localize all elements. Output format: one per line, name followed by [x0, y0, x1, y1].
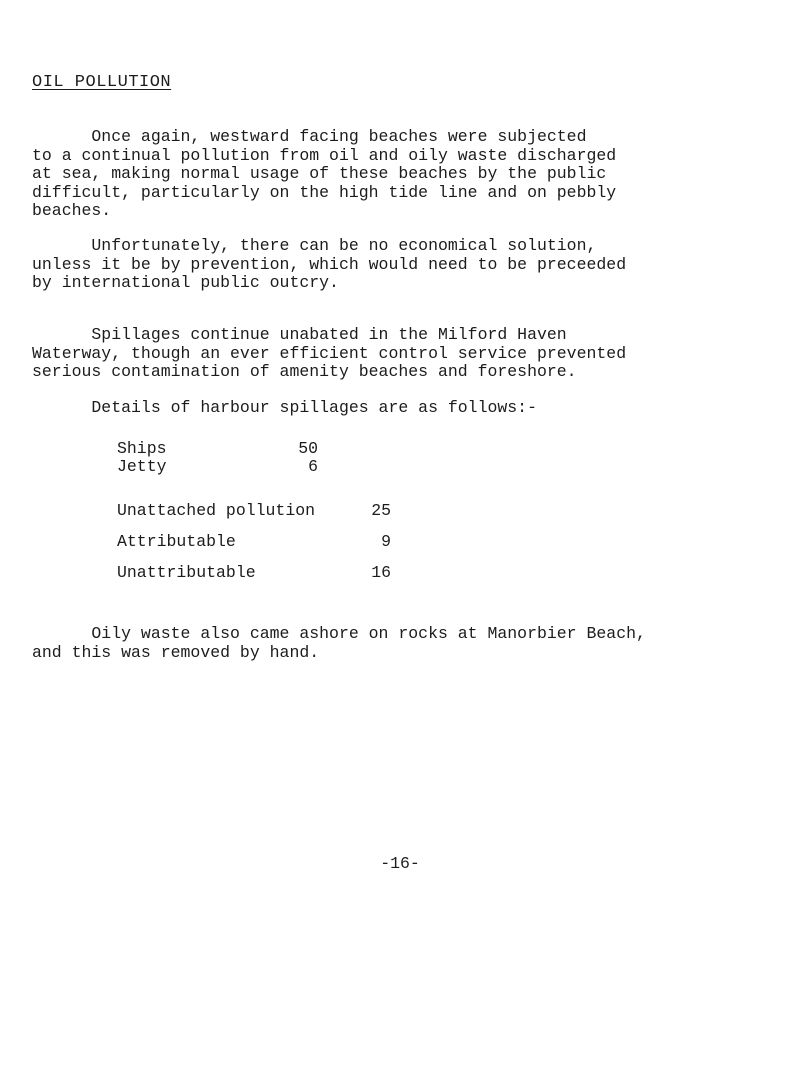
- row-label: Ships: [117, 439, 167, 458]
- row-label: Attributable: [117, 532, 236, 551]
- row-label: Unattached pollution: [117, 501, 316, 520]
- paragraph-manorbier: Oily waste also came ashore on rocks at Manorbier Beach, and this was removed by hand.: [32, 624, 646, 662]
- row-value: 50: [298, 439, 318, 458]
- paragraph-milford-haven: Spillages continue unabated in the Milford Haven Waterway, though an ever efficient control service prevented serious contamination of amenity beaches and foreshore.: [32, 325, 627, 381]
- paragraph-details-intro: Details of harbour spillages are as follows:-: [32, 398, 537, 417]
- row-value: 25: [371, 501, 391, 520]
- row-label: Unattributable: [117, 563, 256, 582]
- section-heading: OIL POLLUTION: [32, 73, 172, 92]
- paragraph-prevention: Unfortunately, there can be no economical solution, unless it be by prevention, which would need to be preceeded by international public outcry.: [32, 236, 627, 292]
- row-value: 6: [308, 457, 318, 476]
- row-value: 16: [371, 563, 391, 582]
- row-value: 9: [381, 532, 391, 551]
- row-label: Jetty: [117, 457, 167, 476]
- page-number: -16-: [380, 854, 420, 873]
- paragraph-westward-beaches: Once again, westward facing beaches were subjected to a continual pollution from oil and oily waste discharged at sea, making normal usage of these beaches by the public difficult, particularly on the high tide line and on pebbly beaches.: [32, 127, 617, 220]
